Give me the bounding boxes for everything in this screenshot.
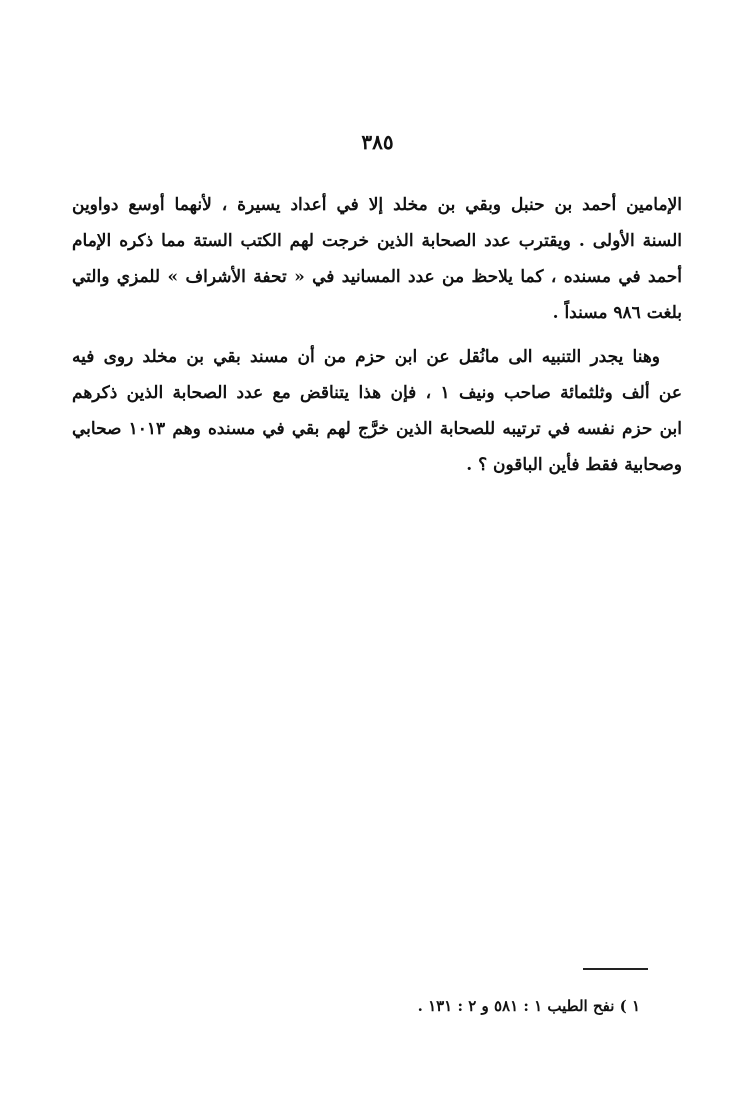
paragraph-2	[72, 339, 682, 483]
paragraph-gap	[72, 331, 682, 339]
paragraph-1	[72, 187, 682, 331]
footnote-rule	[583, 968, 648, 970]
footnote: ١ ) نفح الطيب ١ : ٥٨١ و ٢ : ١٣١ .	[417, 997, 640, 1015]
paragraph-line: الإمامين أحمد بن حنبل وبقي بن مخلد إلا في أعداد يسيرة ، لأنهما أوسع دواوين	[72, 195, 682, 215]
paragraph-line: بلغت ٩٨٦ مسنداً .	[552, 303, 682, 323]
paragraph-line: أحمد في مسنده ، كما يلاحظ من عدد المسانيد في « تحفة الأشراف » للمزي والتي	[72, 267, 682, 287]
paragraph-line: عن ألف وثلثمائة صاحب ونيف ١ ، فإن هذا يتناقض مع عدد الصحابة الذين ذكرهم	[72, 383, 682, 403]
paragraph-line: السنة الأولى . ويقترب عدد الصحابة الذين خرجت لهم الكتب الستة مما ذكره الإمام	[72, 231, 682, 251]
page-number: ٣٨٥	[361, 130, 394, 154]
main-text	[72, 187, 682, 483]
paragraph-line: وصحابية فقط فأين الباقون ؟ .	[466, 455, 682, 475]
paragraph-line: وهنا يجدر التنبيه الى مانُقل عن ابن حزم من أن مسند بقي بن مخلد روى فيه	[72, 347, 660, 367]
paragraph-line: ابن حزم نفسه في ترتيبه للصحابة الذين خرَّج لهم بقي في مسنده وهم ١٠١٣ صحابي	[72, 419, 682, 439]
